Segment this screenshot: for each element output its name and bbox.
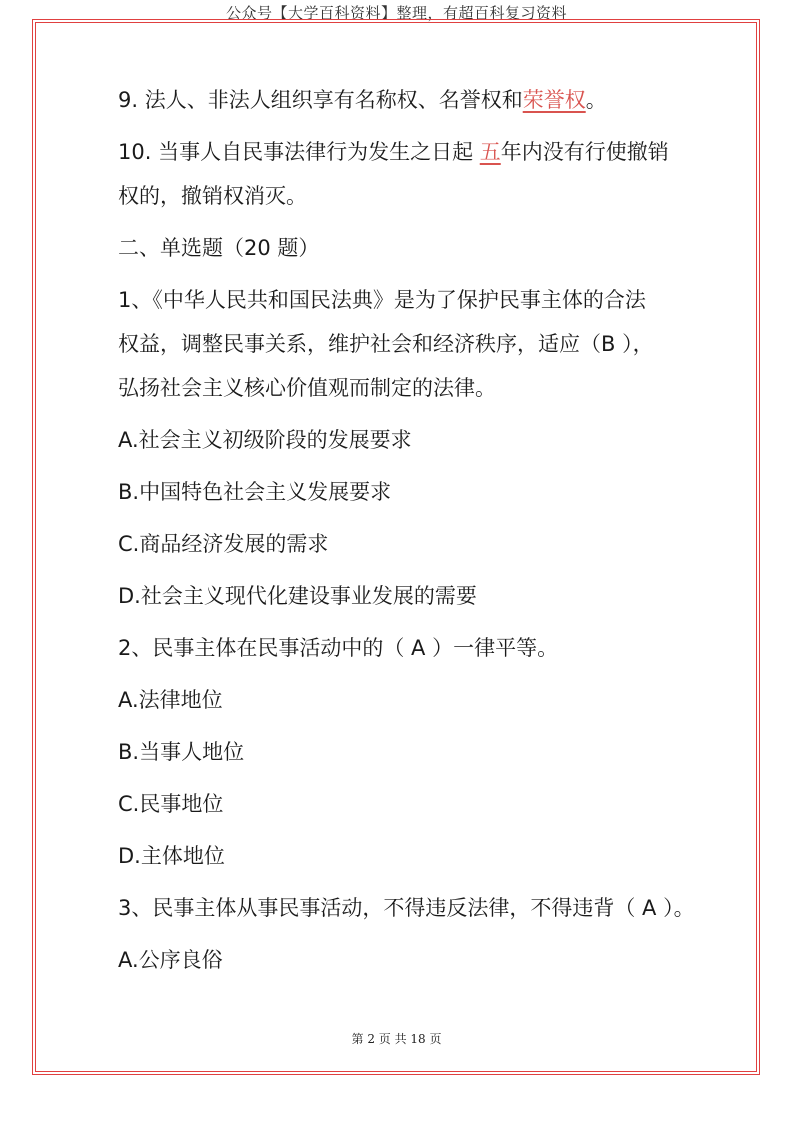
- question-2-line-1: 2、民事主体在民事活动中的（ A ）一律平等。: [118, 636, 559, 660]
- fill-item-9: [118, 78, 678, 122]
- fill-item-9-answer: 荣誉权: [522, 88, 586, 112]
- question-1-option-d: D.社会主义现代化建设事业发展的需要: [118, 584, 477, 608]
- fill-item-10: [118, 130, 678, 218]
- fill-item-10-text: 10. 当事人自民事法律行为发生之日起: [118, 140, 480, 164]
- question-2-option-c: C.民事地位: [118, 792, 224, 816]
- fill-item-10-line2: 权的，撤销权消灭。: [118, 184, 307, 208]
- question-2: [118, 626, 678, 670]
- section-title-container: [118, 226, 678, 270]
- question-1-line-1: 1、《中华人民共和国民法典》是为了保护民事主体的合法: [118, 288, 646, 312]
- fill-item-10-rest: 年内没有行使撤销: [500, 140, 669, 164]
- fill-item-10-answer: 五: [479, 140, 501, 164]
- document-body: [118, 78, 695, 990]
- question-1-option-b: B.中国特色社会主义发展要求: [118, 480, 392, 504]
- question-2-option-d: D.主体地位: [118, 844, 225, 868]
- question-1-option-a: A.社会主义初级阶段的发展要求: [118, 428, 412, 452]
- fill-item-9-end: 。: [585, 88, 607, 112]
- question-1: [118, 278, 678, 410]
- section-title: 二、单选题（20 题）: [118, 236, 320, 260]
- question-3-line-1: 3、民事主体从事民事活动，不得违反法律，不得违背（ A ）。: [118, 896, 695, 920]
- question-3: [118, 886, 695, 930]
- question-2-option-b: B.当事人地位: [118, 740, 245, 764]
- page-number: 第 2 页 共 18 页: [351, 1032, 442, 1046]
- question-1-line-2: 权益，调整民事关系，维护社会和经济秩序，适应（B ），: [118, 332, 654, 356]
- header-watermark: 公众号【大学百科资料】整理，有超百科复习资料: [225, 4, 567, 22]
- question-1-option-c: C.商品经济发展的需求: [118, 532, 329, 556]
- question-3-option-a: A.公序良俗: [118, 948, 223, 972]
- question-1-line-3: 弘扬社会主义核心价值观而制定的法律。: [118, 376, 496, 400]
- question-2-option-a: A.法律地位: [118, 688, 223, 712]
- fill-item-9-text: 9. 法人、非法人组织享有名称权、名誉权和: [118, 88, 523, 112]
